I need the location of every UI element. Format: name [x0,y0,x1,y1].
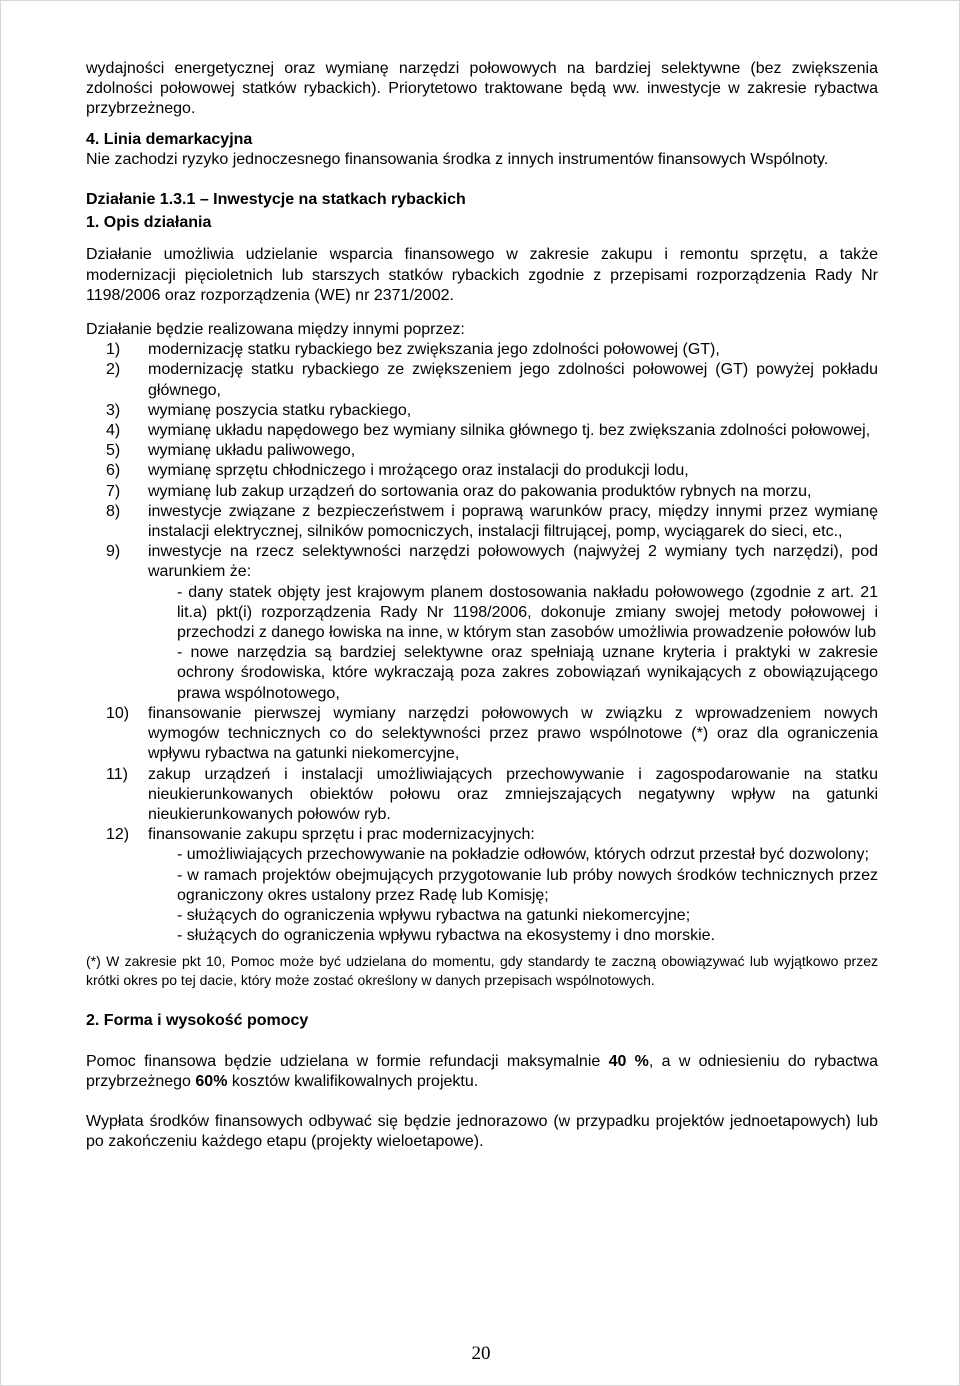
sub-item-text: - dany statek objęty jest krajowym planem dostosowania nakładu połowowego (zgodnie z art. 21 lit.a) pkt(i) rozporządzenia Rady Nr 1198/2006, dokonuje zmiany swojej metody połowowej i przechodzi z danego łowiska na inne, w którym stan zasobów umożliwia prowadzenie połowów lub [177,583,878,642]
item-number: 10) [106,704,130,722]
item-text: inwestycje związane z bezpieczeństwem i poprawą warunków pracy, między innymi przez wymianę instalacji elektrycznej, silników pomocniczych, instalacji filtrującej, pomp, wyciągarek do sieci, etc., [148,502,878,541]
item-number: 4) [106,422,121,440]
action-heading: Działanie 1.3.1 – Inwestycje na statkach rybackich [86,191,466,209]
measures-list [86,340,878,946]
aid-text-a: Pomoc finansowa będzie udzielana w formie refundacji maksymalnie [86,1052,609,1070]
footnote: (*) W zakresie pkt 10, Pomoc może być udzielana do momentu, gdy standardy te zaczną obowiązywać lub wyjątkowo przez krótki okres po tej dacie, który może zostać określony w danych przepisach wspólnotowych. [86,953,878,988]
item-text: inwestycje na rzecz selektywności narzędzi połowowych (najwyżej 2 wymiany tych narzędzi), pod warunkiem że: [148,543,878,581]
aid-rate-coastal: 60% [195,1072,228,1090]
item-text: wymianę poszycia statku rybackiego, [148,401,412,419]
list-item [86,502,878,542]
item-number: 7) [106,482,121,500]
sub-item-text: - w ramach projektów obejmujących przygotowanie lub próby nowych środków technicznych przez ograniczony okres ustalony przez Radę lub Komisję; [177,866,878,904]
sub-item [148,906,878,926]
sub-item [148,926,878,946]
item-text: finansowanie pierwszej wymiany narzędzi połowowych w związku z wprowadzeniem nowych wymogów technicznych co do selektywności przez prawo wspólnotowe (*) oraz dla ograniczenia wpływu rybactwa na gatunki niekomercyjne, [148,704,878,763]
item-text: wymianę sprzętu chłodniczego i mrożącego oraz instalacji do produkcji lodu, [148,462,689,480]
list-item [86,542,878,582]
demarcation-paragraph: Nie zachodzi ryzyko jednoczesnego finansowania środka z innych instrumentów finansowych Wspólnoty. [86,150,829,168]
list-intro: Działanie będzie realizowana między innymi poprzez: [86,321,465,339]
sub-item [148,845,878,865]
item-number: 6) [106,462,121,480]
page-number: 20 [471,1343,491,1364]
list-item [86,340,878,360]
sub-item-text: - umożliwiających przechowywanie na pokładzie odłowów, których odrzut przestał być dozwolony; [177,846,869,864]
section-heading-demarcation: 4. Linia demarkacyjna [86,130,253,148]
aid-text-c: kosztów kwalifikowalnych projektu. [227,1072,479,1090]
aid-heading: 2. Forma i wysokość pomocy [86,1012,309,1030]
list-item [86,825,878,845]
sub-item-text: - służących do ograniczenia wpływu rybactwa na gatunki niekomercyjne; [177,906,691,924]
sub-item-text: - służących do ograniczenia wpływu rybactwa na ekosystemy i dno morskie. [177,927,716,945]
item-text: wymianę lub zakup urządzeń do sortowania oraz do pakowania produktów rybnych na morzu, [148,482,812,500]
item-text: modernizację statku rybackiego ze zwiększeniem jego zdolności połowowej (GT) powyżej pokładu głównego, [148,361,878,399]
sub-item [148,866,878,906]
item-number: 9) [106,543,121,561]
list-item [86,461,878,481]
item-number: 1) [106,341,121,359]
list-item [86,441,878,461]
item-text: wymianę układu napędowego bez wymiany silnika głównego tj. bez zwiększania zdolności połowowej, [148,422,871,440]
sub-item [148,583,878,644]
page-content [86,59,878,1152]
item-number: 5) [106,442,121,460]
item-number: 12) [106,826,130,844]
item-number: 8) [106,502,121,520]
item-text: wymianę układu paliwowego, [148,442,356,460]
item-number: 2) [106,361,121,379]
payout-paragraph: Wypłata środków finansowych odbywać się będzie jednorazowo (w przypadku projektów jednoetapowych) lub po zakończeniu każdego etapu (projekty wieloetapowe). [86,1112,878,1151]
item-text: zakup urządzeń i instalacji umożliwiających przechowywanie i zagospodarowanie na statku nieukierunkowanych obiektów połowu oraz zmniejszających negatywny wpływ na gatunki nieukierunkowanych połowów ryb. [148,765,878,823]
list-item [86,421,878,441]
item-number: 3) [106,401,121,419]
aid-paragraph [86,1052,878,1092]
sub-list-9 [86,583,878,704]
intro-paragraph: wydajności energetycznej oraz wymianę narzędzi połowowych na bardziej selektywne (bez zwiększenia zdolności połowowej statków rybackich). Priorytetowo traktowane będą ww. inwestycje w zakresie rybactwa przybrzeżnego. [86,60,878,118]
sub-item [148,643,878,704]
sub-list-12 [86,845,878,946]
aid-rate-max: 40 % [608,1052,649,1070]
list-item [86,704,878,765]
item-number: 11) [106,765,128,783]
item-text: finansowanie zakupu sprzętu i prac modernizacyjnych: [148,826,535,844]
list-item [86,401,878,421]
list-item [86,482,878,502]
item-text: modernizację statku rybackiego bez zwiększania jego zdolności połowowej (GT), [148,341,720,359]
aid-text-b: , a w odniesieniu do rybactwa przybrzeżnego [86,1052,879,1090]
list-item [86,360,878,400]
sub-item-text: - nowe narzędzia są bardziej selektywne oraz spełniają uznane kryteria i praktyki w zakresie ochrony środowiska, które wykraczają poza zakres zobowiązań wynikających z obowiązującego prawa wspólnotowego, [177,644,878,702]
description-paragraph: Działanie umożliwia udzielanie wsparcia finansowego w zakresie zakupu i remontu sprzętu, a także modernizacji pięcioletnich lub starszych statków rybackich zgodnie z przepisami rozporządzenia Rady Nr 1198/2006 oraz rozporządzenia (WE) nr 2371/2002. [86,246,878,304]
list-item [86,765,878,826]
description-heading: 1. Opis działania [86,214,212,232]
